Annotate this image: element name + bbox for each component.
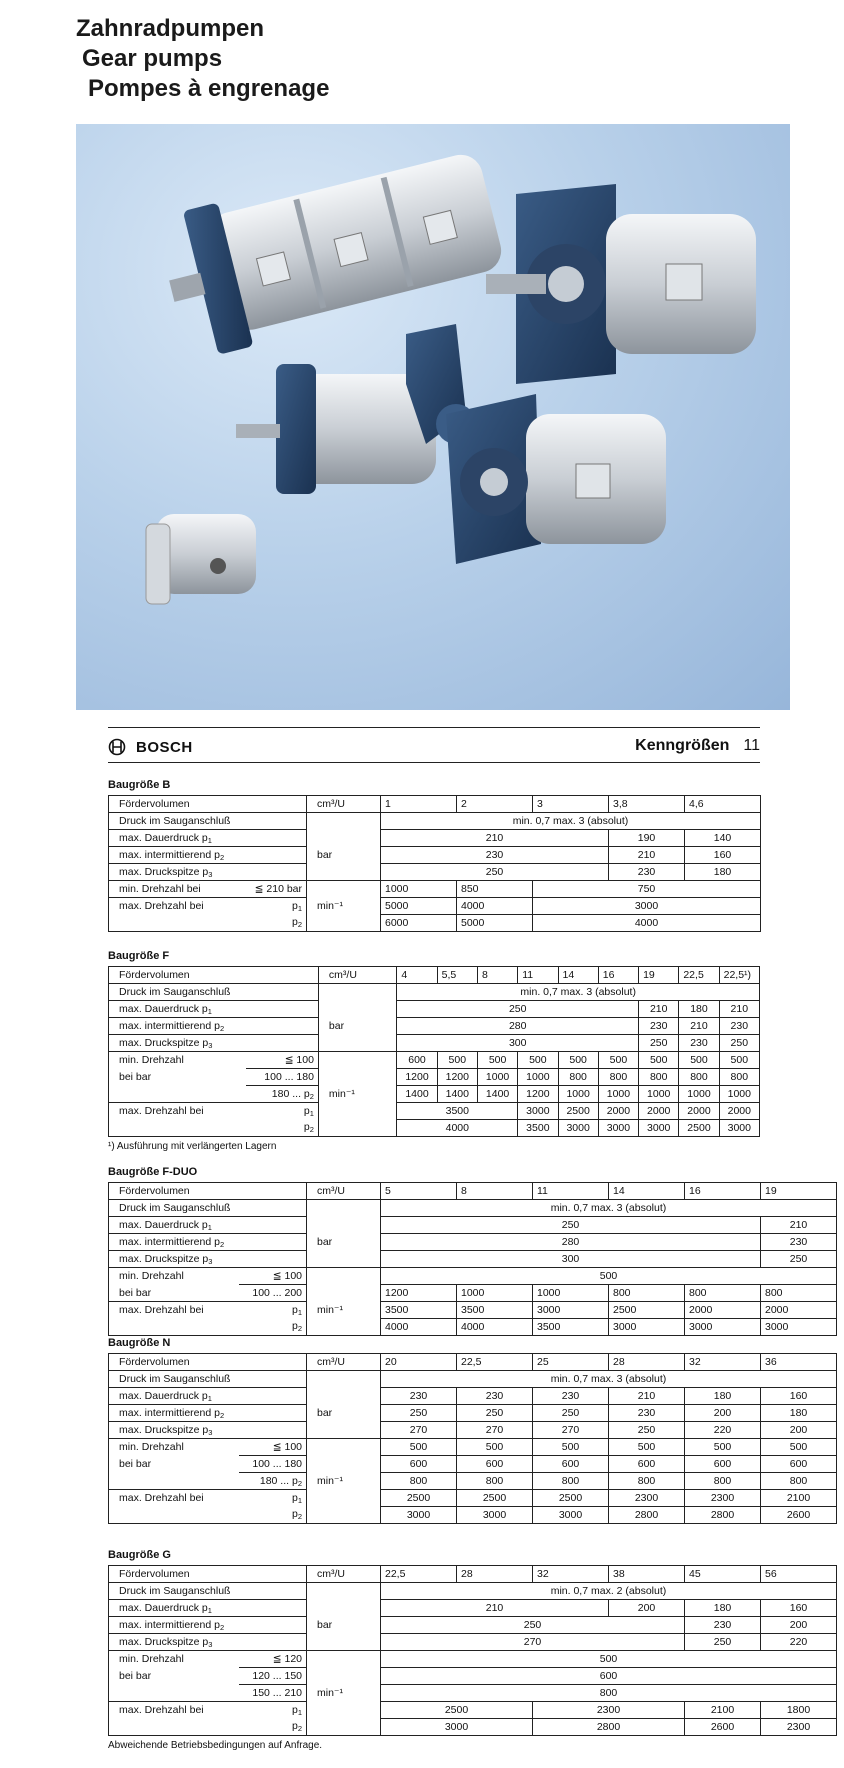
table-row: max. Druckspitze $p_3$ 300 250 [109,1251,837,1268]
table-row: bei bar 120 ... 150 600 [109,1668,837,1685]
table-row: max. Drehzahl bei $p_1$ min⁻¹ 3500 3500 3000 2500 2000 2000 [109,1302,837,1319]
table-row: max. Drehzahl bei $p_1$ min⁻¹ 5000 4000 3000 [109,898,761,915]
section-n-title: Baugröße N [108,1337,171,1349]
table-row: max. Drehzahl bei $p_1$ 2500 2300 2100 1800 [109,1702,837,1719]
table-row: Druck im Sauganschluß min. 0,7 max. 3 (absolut) [109,984,760,1001]
table-g [108,1565,837,1736]
table-row: max. Druckspitze $p_3$ 270 250 220 [109,1634,837,1651]
table-row: Druck im Sauganschluß min. 0,7 max. 3 (absolut) [109,1371,837,1388]
section-b [108,779,760,932]
table-row: max. Druckspitze $p_3$ 250 230 180 [109,864,761,881]
table-row: max. Dauerdruck $p_1$ bar 230 230 230 210 180 160 [109,1388,837,1405]
pump-with-valve [236,324,476,494]
large-pump [486,184,756,384]
document-title [76,14,329,104]
table-row: max. intermittierend $p_2$ 280 230 210 230 [109,1018,760,1035]
section-b-title: Baugröße B [108,779,171,791]
section-fduo [108,1166,808,1336]
table-row: min. Drehzahl ≦ 100 500 [109,1268,837,1285]
table-row: Fördervolumen cm³/U 4 5,5 8 11 14 16 19 22,5 22,5¹) [109,967,760,984]
section-g-title: Baugröße G [108,1549,171,1561]
table-row: Fördervolumen cm³/U 5 8 11 14 16 19 [109,1183,837,1200]
table-row: max. Druckspitze $p_3$ 270 270 270 250 220 200 [109,1422,837,1439]
section-title: Kenngrößen [635,737,730,754]
section-fduo-title: Baugröße F-DUO [108,1166,198,1178]
title-fr: Pompes à engrenage [88,75,330,102]
table-row: bei bar 100 ... 180 600 600 600 600 600 600 [109,1456,837,1473]
bottom-right-pump [446,394,666,564]
table-row: 180 ... $p_2$ min⁻¹ 800 800 800 800 800 800 [109,1473,837,1490]
table-row: max. Drehzahl bei $p_1$ 2500 2500 2500 2300 2300 2100 [109,1490,837,1507]
table-row: max. intermittierend $p_2$ 230 210 160 [109,847,761,864]
table-row: Druck im Sauganschluß min. 0,7 max. 2 (absolut) [109,1583,837,1600]
brand-name: BOSCH [136,738,193,756]
footnote-g: Abweichende Betriebsbedingungen auf Anfrage. [108,1740,323,1751]
table-row: max. intermittierend $p_2$ 250 250 250 230 200 180 [109,1405,837,1422]
table-row: max. intermittierend $p_2$ 280 230 [109,1234,837,1251]
table-row: $p_2$ 4000 4000 3500 3000 3000 3000 [109,1319,837,1336]
table-row: min. Drehzahl ≦ 100 500 500 500 500 500 500 [109,1439,837,1456]
table-n [108,1353,837,1524]
table-row: 180 ... $p_2$ min⁻¹ 1400 1400 1400 1200 1000 1000 1000 1000 1000 [109,1086,760,1103]
section-f [108,950,760,1152]
table-row: max. Dauerdruck $p_1$ bar 250 210 180 210 [109,1001,760,1018]
small-pump [146,514,256,604]
table-row: bei bar 100 ... 200 1200 1000 1000 800 800 800 [109,1285,837,1302]
table-row: $p_2$ 6000 5000 4000 [109,915,761,932]
table-row: $p_2$ 4000 3500 3000 3000 3000 2500 3000 [109,1120,760,1137]
table-row: max. Dauerdruck $p_1$ bar 210 190 140 [109,830,761,847]
section-header [635,737,760,755]
table-row: max. intermittierend $p_2$ 250 230 200 [109,1617,837,1634]
table-row: 150 ... 210 min⁻¹ 800 [109,1685,837,1702]
table-row: Fördervolumen cm³/U 20 22,5 25 28 32 36 [109,1354,837,1371]
table-row: min. Drehzahl bei ≦ 210 bar 1000 850 750 [109,881,761,898]
table-row: max. Dauerdruck $p_1$ bar 250 210 [109,1217,837,1234]
table-row: $p_2$ 3000 3000 3000 2800 2800 2600 [109,1507,837,1524]
table-b [108,795,761,932]
gear-pumps-photo [76,124,790,710]
table-row: min. Drehzahl ≦ 100 600 500 500 500 500 500 500 500 500 [109,1052,760,1069]
table-row: Druck im Sauganschluß min. 0,7 max. 3 (absolut) [109,813,761,830]
table-row: Fördervolumen cm³/U 22,5 28 32 38 45 56 [109,1566,837,1583]
table-row: min. Drehzahl ≦ 120 500 [109,1651,837,1668]
page-number: 11 [743,737,760,754]
gear-pumps-illustration [76,124,790,710]
bosch-logo [108,738,193,756]
table-row: bei bar 100 ... 180 1200 1200 1000 1000 800 800 800 800 800 [109,1069,760,1086]
section-f-title: Baugröße F [108,950,170,962]
title-en: Gear pumps [82,45,223,72]
header-bottom-rule [108,762,760,763]
title-de: Zahnradpumpen [76,15,265,42]
section-n [108,1337,811,1524]
table-row: Fördervolumen cm³/U 1 2 3 3,8 4,6 [109,796,761,813]
table-row: Druck im Sauganschluß min. 0,7 max. 3 (absolut) [109,1200,837,1217]
bosch-armature-icon [108,738,126,756]
table-row: max. Dauerdruck $p_1$ bar 210 200 180 160 [109,1600,837,1617]
table-f [108,966,760,1137]
footnote-f: ¹) Ausführung mit verlängerten Lagern [108,1141,277,1152]
table-row: max. Druckspitze $p_3$ 300 250 230 250 [109,1035,760,1052]
header-top-rule [108,727,760,728]
section-g [108,1549,811,1751]
table-row: max. Drehzahl bei $p_1$ 3500 3000 2500 2000 2000 2000 2000 [109,1103,760,1120]
table-row: $p_2$ 3000 2800 2600 2300 [109,1719,837,1736]
table-fduo [108,1182,837,1336]
